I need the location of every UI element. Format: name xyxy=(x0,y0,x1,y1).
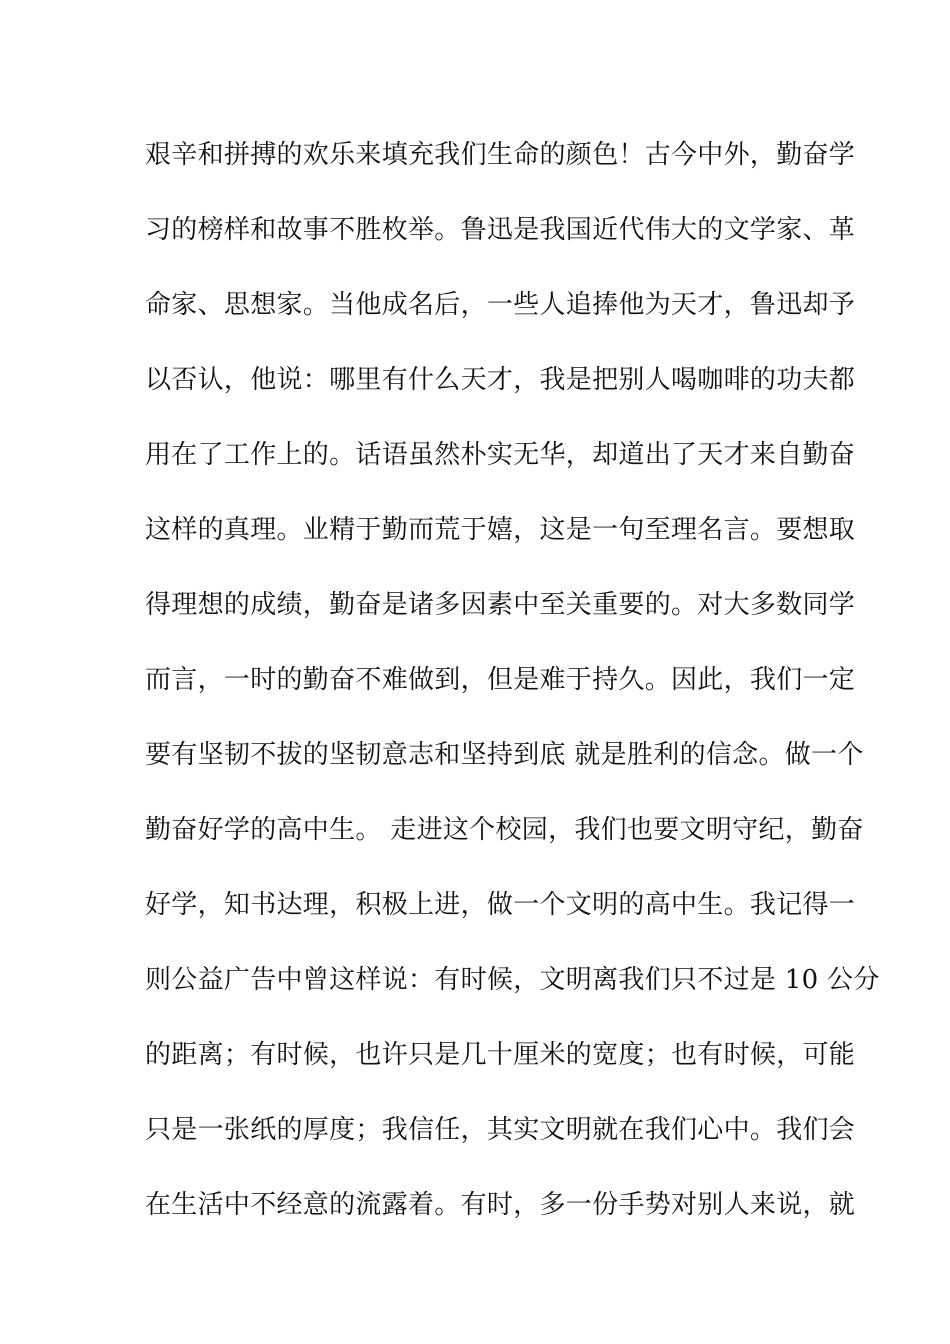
text-line: 用在了工作上的。话语虽然朴实无华，却道出了天才来自勤奋 xyxy=(145,440,856,470)
text-line: 艰辛和拼搏的欢乐来填充我们生命的颜色！古今中外，勤奋学 xyxy=(145,140,856,170)
text-line: 则公益广告中曾这样说：有时候，文明离我们只不过是 10 公分 xyxy=(145,965,880,995)
text-line: 得理想的成绩，勤奋是诸多因素中至关重要的。对大多数同学 xyxy=(145,590,856,620)
text-line: 命家、思想家。当他成名后，一些人追捧他为天才，鲁迅却予 xyxy=(145,290,856,320)
text-line: 习的榜样和故事不胜枚举。鲁迅是我国近代伟大的文学家、革 xyxy=(145,215,856,245)
text-line: 好学，知书达理，积极上进，做一个文明的高中生。我记得一 xyxy=(145,890,856,920)
text-line: 这样的真理。业精于勤而荒于嬉，这是一句至理名言。要想取 xyxy=(145,515,856,545)
body-text xyxy=(145,130,880,1255)
text-line: 而言，一时的勤奋不难做到，但是难于持久。因此，我们一定 xyxy=(145,665,856,695)
text-line: 以否认，他说：哪里有什么天才，我是把别人喝咖啡的功夫都 xyxy=(145,365,856,395)
text-line: 只是一张纸的厚度；我信任，其实文明就在我们心中。我们会 xyxy=(145,1115,856,1145)
text-line: 的距离；有时候，也许只是几十厘米的宽度；也有时候，可能 xyxy=(145,1040,856,1070)
text-line: 要有坚韧不拔的坚韧意志和坚持到底 就是胜利的信念。做一个 xyxy=(145,740,864,770)
text-line: 在生活中不经意的流露着。有时，多一份手势对别人来说，就 xyxy=(145,1190,856,1220)
text-line: 勤奋好学的高中生。 走进这个校园，我们也要文明守纪，勤奋 xyxy=(145,815,864,845)
